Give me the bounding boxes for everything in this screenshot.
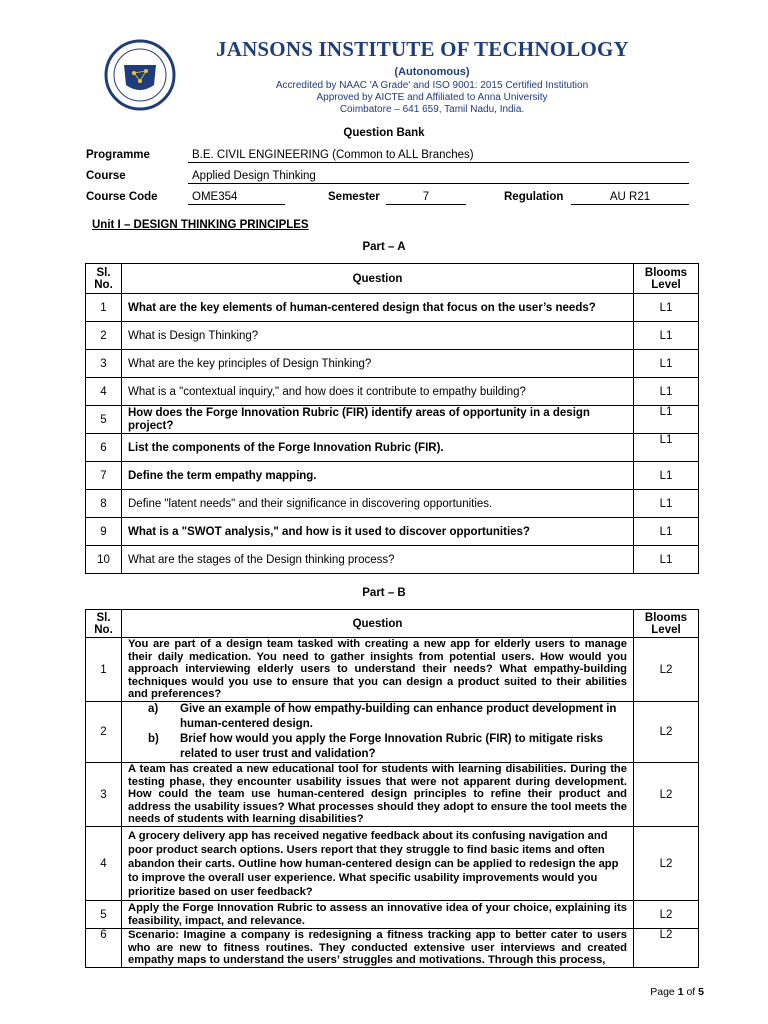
row-number: 4 <box>86 378 122 406</box>
autonomous-label: (Autonomous) <box>394 66 470 78</box>
blooms-level: L1 <box>634 322 699 350</box>
blooms-level: L2 <box>634 901 699 929</box>
blooms-level: L2 <box>634 827 699 901</box>
part-b-table <box>85 609 699 968</box>
table-row <box>86 638 699 702</box>
row-number: 1 <box>86 294 122 322</box>
sub-question-marker: a) <box>148 703 159 715</box>
table-row <box>86 490 699 518</box>
of-word: of <box>686 986 696 998</box>
table-row <box>86 702 699 763</box>
institution-logo <box>104 39 176 111</box>
sub-question-text: Give an example of how empathy-building can enhance product development in human-centered design. <box>180 703 617 730</box>
blooms-level: L1 <box>634 546 699 574</box>
programme-label: Programme <box>86 149 150 161</box>
blooms-level: L2 <box>634 763 699 827</box>
row-number: 10 <box>86 546 122 574</box>
blooms-level: L1 <box>634 406 699 434</box>
question-text: How does the Forge Innovation Rubric (FIR) identify areas of opportunity in a design project? <box>122 406 634 434</box>
row-number: 7 <box>86 462 122 490</box>
course-code-value: OME354 <box>188 190 285 205</box>
address-line: Coimbatore – 641 659, Tamil Nadu, India. <box>339 104 525 115</box>
header-question: Question <box>122 610 634 638</box>
table-row <box>86 462 699 490</box>
row-number: 2 <box>86 702 122 763</box>
question-text <box>122 702 634 763</box>
unit-title: Unit I – DESIGN THINKING PRINCIPLES <box>92 219 309 231</box>
current-page: 1 <box>677 986 684 998</box>
part-a-header-row <box>86 264 699 294</box>
row-number: 9 <box>86 518 122 546</box>
header-sl-no: Sl. No. <box>86 264 122 294</box>
header-blooms-level: Blooms Level <box>634 610 699 638</box>
document-title: Question Bank <box>343 127 425 139</box>
blooms-level: L2 <box>634 638 699 702</box>
blooms-level: L1 <box>634 434 699 462</box>
table-row <box>86 901 699 929</box>
question-text: A team has created a new educational tool for students with learning disabilities. During the testing phase, they encounter usability issues that were not apparent during development. How could the team use human-centered design principles to refine their product and address the usability issues? What processes should they adopt to ensure the tool meets the needs of students with learning disabilities? <box>122 763 634 827</box>
row-number: 4 <box>86 827 122 901</box>
question-text: Define "latent needs" and their significance in discovering opportunities. <box>122 490 634 518</box>
row-number: 1 <box>86 638 122 702</box>
part-a-title: Part – A <box>362 241 406 253</box>
accreditation-line: Accredited by NAAC 'A Grade' and ISO 9001: 2015 Certified Institution <box>275 80 589 91</box>
course-value: Applied Design Thinking <box>188 169 689 184</box>
question-text: You are part of a design team tasked with creating a new app for elderly users to manage their daily medication. You need to gather insights from potential users. How would you approach interviewing elderly users to understand their needs? What empathy-building techniques would you use to ensure that you can design a product suited to their abilities and preferences? <box>122 638 634 702</box>
programme-value: B.E. CIVIL ENGINEERING (Common to ALL Branches) <box>188 148 689 163</box>
row-number: 6 <box>86 434 122 462</box>
blooms-level: L2 <box>634 929 699 968</box>
table-row <box>86 546 699 574</box>
total-pages: 5 <box>698 986 704 998</box>
header-sl-no: Sl. No. <box>86 610 122 638</box>
question-text: What are the key elements of human-centered design that focus on the user’s needs? <box>122 294 634 322</box>
course-code-label: Course Code <box>86 191 158 203</box>
row-number: 5 <box>86 406 122 434</box>
regulation-value: AU R21 <box>571 190 689 205</box>
institution-name: JANSONS INSTITUTE OF TECHNOLOGY <box>216 37 629 61</box>
question-text: What are the key principles of Design Thinking? <box>122 350 634 378</box>
blooms-level: L1 <box>634 462 699 490</box>
question-text: What are the stages of the Design thinking process? <box>122 546 634 574</box>
header-question: Question <box>122 264 634 294</box>
semester-value: 7 <box>386 190 466 205</box>
sub-question-marker: b) <box>148 733 159 745</box>
row-number: 3 <box>86 763 122 827</box>
sub-question-text: Brief how would you apply the Forge Innovation Rubric (FIR) to mitigate risks related to user trust and validation? <box>180 733 603 760</box>
row-number: 8 <box>86 490 122 518</box>
table-row <box>86 827 699 901</box>
sub-question-list <box>128 702 627 762</box>
page-word: Page <box>650 986 675 998</box>
table-row <box>86 518 699 546</box>
blooms-level: L1 <box>634 490 699 518</box>
semester-label: Semester <box>328 191 380 203</box>
question-text: Scenario: Imagine a company is redesigning a fitness tracking app to better cater to users who are new to fitness routines. They conducted extensive user interviews and created empathy maps to understand the users’ struggles and motivations. Through this process, <box>122 929 634 968</box>
page-number <box>650 986 704 998</box>
regulation-label: Regulation <box>504 191 564 203</box>
institution-header <box>100 35 680 120</box>
question-text: Apply the Forge Innovation Rubric to assess an innovative idea of your choice, explaining its feasibility, impact, and relevance. <box>122 901 634 929</box>
table-row <box>86 350 699 378</box>
question-text: What is Design Thinking? <box>122 322 634 350</box>
blooms-level: L1 <box>634 294 699 322</box>
row-number: 6 <box>86 929 122 968</box>
question-text: What is a "contextual inquiry," and how does it contribute to empathy building? <box>122 378 634 406</box>
part-a-table <box>85 263 699 574</box>
part-b-title: Part – B <box>362 587 406 599</box>
blooms-level: L1 <box>634 378 699 406</box>
sub-question-a <box>148 702 627 732</box>
course-label: Course <box>86 170 126 182</box>
blooms-level: L1 <box>634 350 699 378</box>
blooms-level: L2 <box>634 702 699 763</box>
table-row <box>86 322 699 350</box>
table-row <box>86 294 699 322</box>
table-row <box>86 929 699 968</box>
table-row <box>86 378 699 406</box>
part-b-header-row <box>86 610 699 638</box>
question-text: Define the term empathy mapping. <box>122 462 634 490</box>
question-text: What is a "SWOT analysis," and how is it used to discover opportunities? <box>122 518 634 546</box>
table-row <box>86 434 699 462</box>
table-row <box>86 763 699 827</box>
row-number: 5 <box>86 901 122 929</box>
header-blooms-level: Blooms Level <box>634 264 699 294</box>
table-row <box>86 406 699 434</box>
question-text: A grocery delivery app has received negative feedback about its confusing navigation and poor product search options. Users report that they struggle to find basic items and often abandon their carts. Outline how human-centered design can be applied to redesign the app to improve the overall user experience. What specific usability improvements would you prioritize based on user feedback? <box>122 827 634 901</box>
question-text: List the components of the Forge Innovation Rubric (FIR). <box>122 434 634 462</box>
approval-line: Approved by AICTE and Affiliated to Anna University <box>316 92 548 103</box>
sub-question-b <box>148 732 627 762</box>
row-number: 2 <box>86 322 122 350</box>
row-number: 3 <box>86 350 122 378</box>
blooms-level: L1 <box>634 518 699 546</box>
